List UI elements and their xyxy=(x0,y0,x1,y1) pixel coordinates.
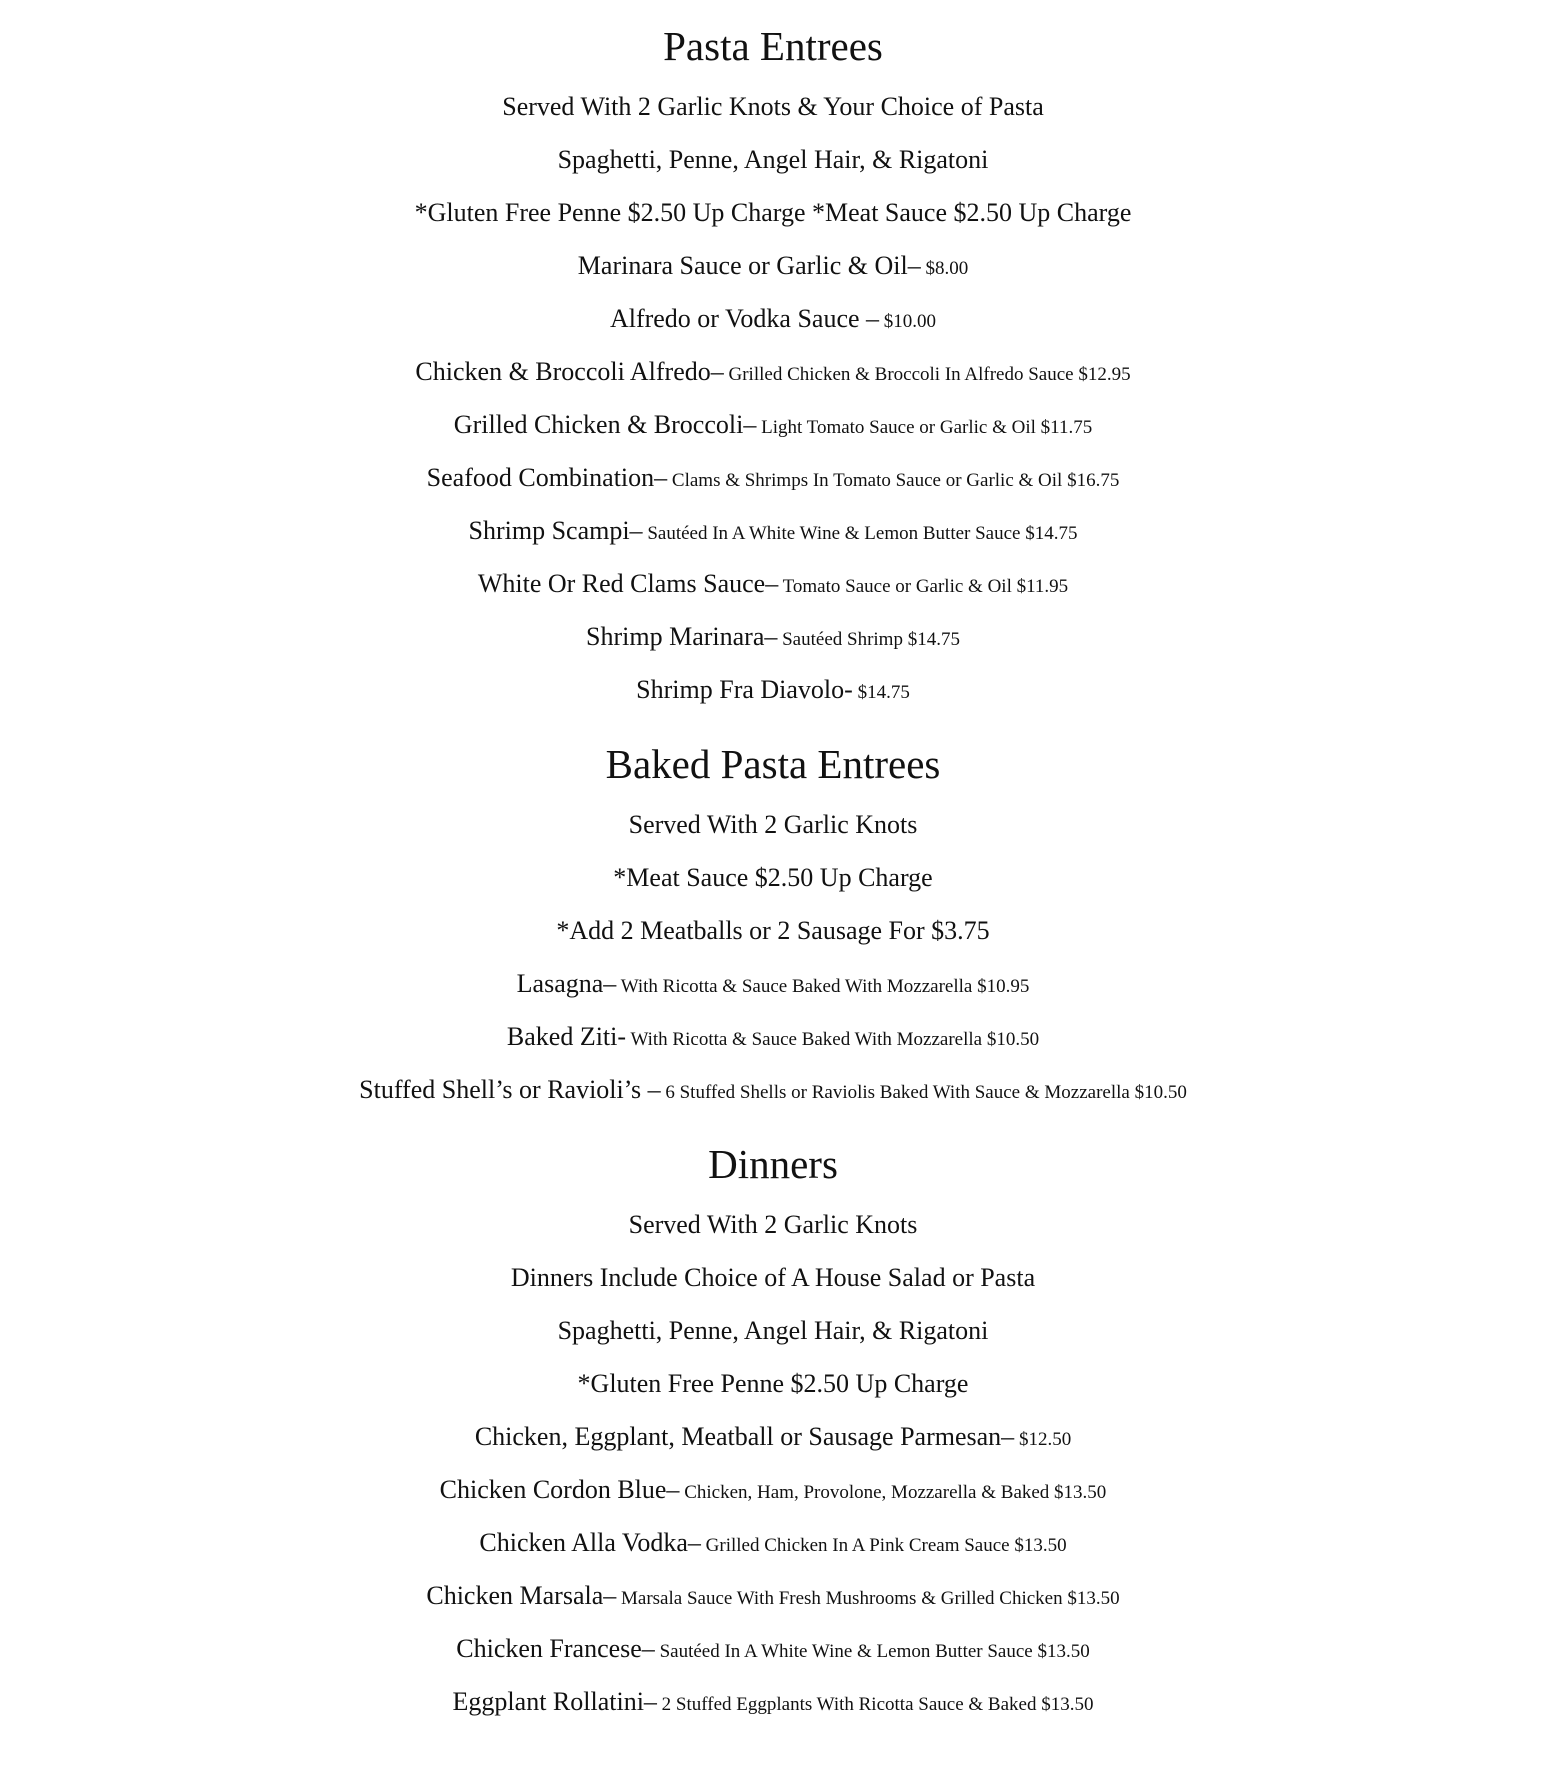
section-note: *Gluten Free Penne $2.50 Up Charge xyxy=(577,1369,969,1398)
item-name: Alfredo or Vodka Sauce – xyxy=(609,304,880,333)
item-name: Chicken, Eggplant, Meatball or Sausage Parmesan– xyxy=(474,1422,1015,1451)
item-description: Grilled Chicken & Broccoli In Alfredo Sauce $12.95 xyxy=(723,364,1131,385)
item-description: Tomato Sauce or Garlic & Oil $11.95 xyxy=(778,576,1069,597)
menu-item xyxy=(0,1024,1546,1077)
item-name: Chicken Cordon Blue– xyxy=(439,1475,680,1504)
menu-item xyxy=(0,624,1546,677)
item-name: Lasagna– xyxy=(516,969,617,998)
section-dinners xyxy=(0,1141,1546,1742)
item-description: $8.00 xyxy=(920,258,969,279)
item-description: With Ricotta & Sauce Baked With Mozzarella $10.95 xyxy=(616,976,1030,997)
menu-item xyxy=(0,359,1546,412)
section-note: Served With 2 Garlic Knots & Your Choice of Pasta xyxy=(502,92,1044,121)
menu-item xyxy=(0,1583,1546,1636)
item-description: With Ricotta & Sauce Baked With Mozzarella $10.50 xyxy=(626,1029,1040,1050)
item-description: Sautéed Shrimp $14.75 xyxy=(777,629,960,650)
section-note: *Gluten Free Penne $2.50 Up Charge *Meat Sauce $2.50 Up Charge xyxy=(414,198,1132,227)
item-name: Marinara Sauce or Garlic & Oil– xyxy=(577,251,921,280)
item-description: Chicken, Ham, Provolone, Mozzarella & Baked $13.50 xyxy=(679,1482,1107,1503)
item-name: Chicken Francese– xyxy=(456,1634,655,1663)
menu-item xyxy=(0,253,1546,306)
menu-item xyxy=(0,1424,1546,1477)
item-name: Grilled Chicken & Broccoli– xyxy=(453,410,757,439)
item-description: Sautéed In A White Wine & Lemon Butter Sauce $13.50 xyxy=(654,1641,1090,1662)
item-name: Shrimp Marinara– xyxy=(586,622,778,651)
item-name: White Or Red Clams Sauce– xyxy=(477,569,779,598)
item-description: Sautéed In A White Wine & Lemon Butter Sauce $14.75 xyxy=(642,523,1078,544)
section-note: *Add 2 Meatballs or 2 Sausage For $3.75 xyxy=(556,916,990,945)
section-lines xyxy=(0,1212,1546,1742)
menu-item xyxy=(0,1530,1546,1583)
item-name: Eggplant Rollatini– xyxy=(452,1687,657,1716)
item-description: $12.50 xyxy=(1014,1429,1072,1450)
section-title: Baked Pasta Entrees xyxy=(605,741,941,787)
section-title: Dinners xyxy=(708,1141,838,1187)
section-note: *Meat Sauce $2.50 Up Charge xyxy=(613,863,933,892)
menu-item xyxy=(0,306,1546,359)
item-description: Marsala Sauce With Fresh Mushrooms & Grilled Chicken $13.50 xyxy=(616,1588,1120,1609)
item-description: 2 Stuffed Eggplants With Ricotta Sauce & Baked $13.50 xyxy=(656,1694,1094,1715)
item-description: $14.75 xyxy=(852,682,910,703)
item-name: Baked Ziti- xyxy=(506,1022,627,1051)
menu-item xyxy=(0,571,1546,624)
menu-item xyxy=(0,1477,1546,1530)
menu-item xyxy=(0,1636,1546,1689)
menu-item xyxy=(0,1077,1546,1130)
section-lines xyxy=(0,94,1546,730)
item-description: Light Tomato Sauce or Garlic & Oil $11.75 xyxy=(756,417,1093,438)
section-note: Spaghetti, Penne, Angel Hair, & Rigatoni xyxy=(557,145,989,174)
section-title: Pasta Entrees xyxy=(663,23,883,69)
item-description: 6 Stuffed Shells or Raviolis Baked With Sauce & Mozzarella $10.50 xyxy=(660,1082,1187,1103)
menu-item xyxy=(0,677,1546,730)
item-name: Shrimp Fra Diavolo- xyxy=(636,675,853,704)
section-pasta-entrees xyxy=(0,0,1546,730)
menu-item xyxy=(0,1689,1546,1742)
menu-item xyxy=(0,412,1546,465)
section-note: Spaghetti, Penne, Angel Hair, & Rigatoni xyxy=(557,1316,989,1345)
item-name: Chicken Alla Vodka– xyxy=(479,1528,701,1557)
section-note: Served With 2 Garlic Knots xyxy=(628,810,918,839)
item-description: $10.00 xyxy=(879,311,937,332)
item-name: Seafood Combination– xyxy=(426,463,668,492)
item-description: Grilled Chicken In A Pink Cream Sauce $13.50 xyxy=(700,1535,1067,1556)
section-lines xyxy=(0,812,1546,1130)
section-note: Served With 2 Garlic Knots xyxy=(628,1210,918,1239)
menu-item xyxy=(0,971,1546,1024)
item-name: Chicken & Broccoli Alfredo– xyxy=(415,357,724,386)
item-description: Clams & Shrimps In Tomato Sauce or Garlic & Oil $16.75 xyxy=(667,470,1120,491)
section-note: Dinners Include Choice of A House Salad or Pasta xyxy=(510,1263,1036,1292)
item-name: Shrimp Scampi– xyxy=(468,516,643,545)
item-name: Stuffed Shell’s or Ravioli’s – xyxy=(359,1075,661,1104)
menu-item xyxy=(0,518,1546,571)
section-baked-pasta-entrees xyxy=(0,741,1546,1130)
menu-item xyxy=(0,465,1546,518)
item-name: Chicken Marsala– xyxy=(426,1581,617,1610)
